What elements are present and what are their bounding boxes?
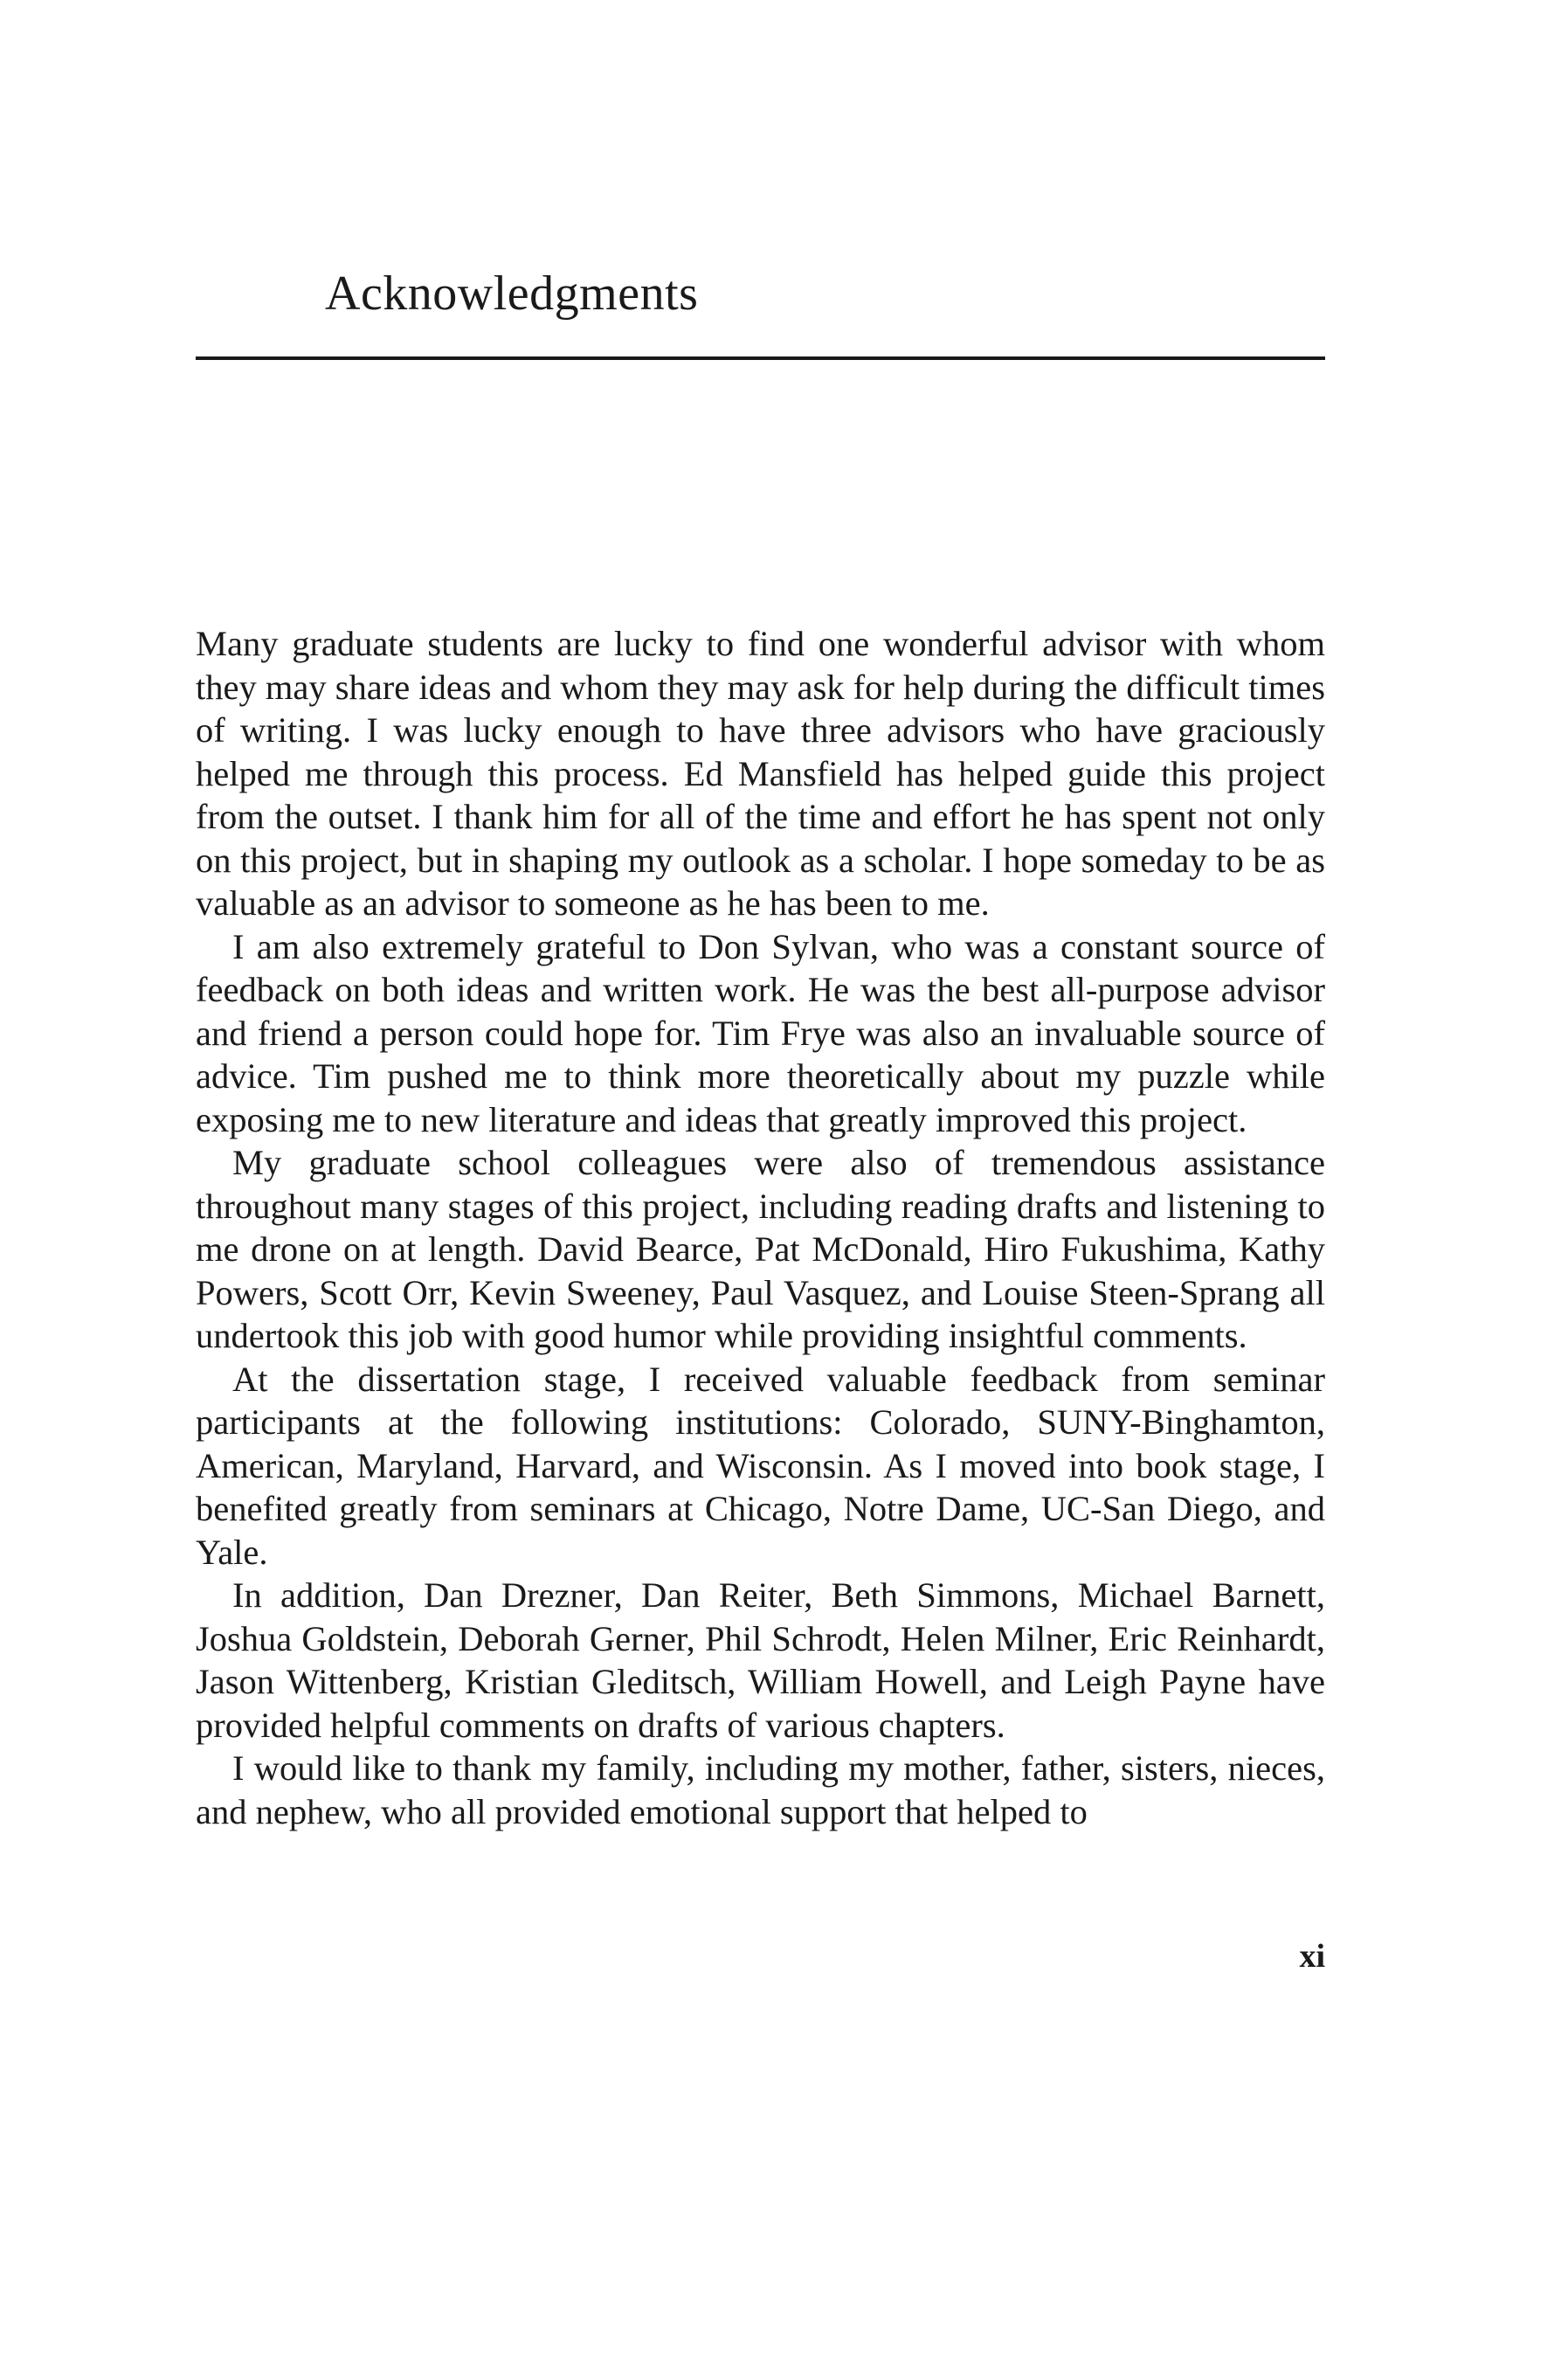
- paragraph-commenters: In addition, Dan Drezner, Dan Reiter, Beth Simmons, Michael Barnett, Joshua Goldstein, Deborah Gerner, Phil Schrodt, Helen Milner, Eric Reinhardt, Jason Wittenberg, Kristian Gleditsch, William Howell, and Leigh Payne have provided helpful comments on drafts of various chapters.: [196, 1575, 1325, 1745]
- body-text: [196, 622, 1325, 1833]
- paragraph-sylvan-frye: I am also extremely grateful to Don Sylvan, who was a constant source of feedback on both ideas and written work. He was the best all-purpose advisor and friend a person could hope for. Tim Frye was also an invaluable source of advice. Tim pushed me to think more theoretically about my puzzle while exposing me to new literature and ideas that greatly improved this project.: [196, 926, 1325, 1139]
- paragraph-colleagues: My graduate school colleagues were also of tremendous assistance throughout many stages of this project, including reading drafts and listening to me drone on at length. David Bearce, Pat McDonald, Hiro Fukushima, Kathy Powers, Scott Orr, Kevin Sweeney, Paul Vasquez, and Louise Steen-Sprang all undertook this job with good humor while providing insightful comments.: [196, 1143, 1325, 1355]
- paragraph-seminars: At the dissertation stage, I received valuable feedback from seminar participants at the following institutions: Colorado, SUNY-Binghamton, American, Maryland, Harvard, and Wisconsin. As I moved into book stage, I benefited greatly from seminars at Chicago, Notre Dame, UC-San Diego, and Yale.: [196, 1359, 1325, 1572]
- paragraph-advisors: Many graduate students are lucky to find one wonderful advisor with whom they may share ideas and whom they may ask for help during the difficult times of writing. I was lucky enough to have three advisors who have graciously helped me through this process. Ed Mansfield has helped guide this project from the outset. I thank him for all of the time and effort he has spent not only on this project, but in shaping my outlook as a scholar. I hope someday to be as valuable as an advisor to someone as he has been to me.: [196, 624, 1325, 923]
- title-rule: [196, 356, 1325, 360]
- page-number: xi: [1299, 1938, 1325, 1975]
- chapter-title: Acknowledgments: [325, 266, 699, 321]
- paragraph-family: I would like to thank my family, including my mother, father, sisters, nieces, and nephew, who all provided emotional support that helped to: [196, 1748, 1325, 1831]
